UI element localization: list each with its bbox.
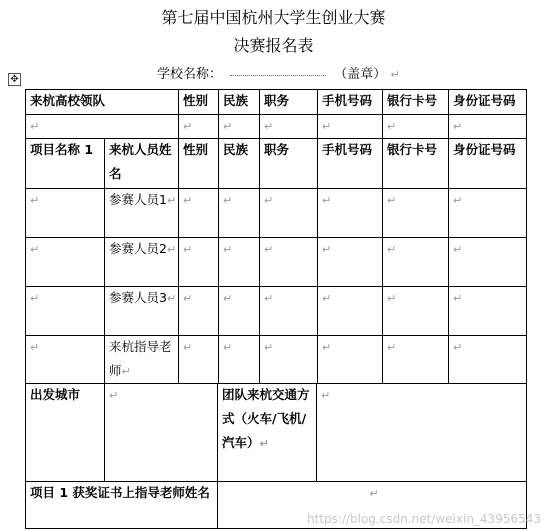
empty-cell[interactable] — [317, 286, 382, 335]
empty-cell[interactable] — [259, 286, 317, 335]
school-name-field[interactable] — [230, 75, 326, 76]
paragraph-mark: ↵ — [183, 341, 193, 354]
paragraph-mark: ↵ — [223, 341, 233, 354]
paragraph-mark: ↵ — [30, 243, 40, 256]
empty-cell[interactable] — [25, 335, 104, 383]
header-cell[interactable] — [317, 89, 382, 114]
paragraph-mark: ↵ — [322, 120, 332, 133]
table-move-handle-icon[interactable]: ✥ — [8, 73, 21, 86]
member-label-cell[interactable] — [104, 286, 178, 335]
cell-text: 团队来杭交通方式（火车/飞机/汽车） — [222, 387, 310, 450]
paragraph-mark: ↵ — [223, 243, 233, 256]
paragraph-mark: ↵ — [387, 341, 397, 354]
header-cell[interactable] — [448, 89, 526, 114]
empty-cell[interactable] — [259, 188, 317, 237]
cell-text: 手机号码 — [322, 93, 373, 108]
empty-cell[interactable] — [218, 237, 259, 286]
paragraph-mark: ↵ — [322, 341, 332, 354]
empty-cell[interactable] — [218, 286, 259, 335]
member-label-cell[interactable] — [104, 188, 178, 237]
empty-cell[interactable] — [218, 335, 259, 383]
paragraph-mark: ↵ — [30, 120, 40, 133]
header-member-name[interactable] — [104, 138, 178, 188]
header-cell[interactable] — [178, 138, 218, 188]
header-cell[interactable] — [259, 138, 317, 188]
transport-label[interactable] — [217, 383, 316, 481]
paragraph-mark: ↵ — [387, 243, 397, 256]
empty-cell[interactable] — [382, 237, 448, 286]
cell-text: 参赛人员1 — [109, 192, 167, 207]
award-teacher-label[interactable] — [25, 481, 217, 528]
paragraph-mark: ↵ — [453, 341, 463, 354]
empty-cell[interactable] — [178, 114, 218, 138]
empty-cell[interactable] — [317, 188, 382, 237]
paragraph-mark: ↵ — [166, 243, 177, 256]
header-cell[interactable] — [382, 89, 448, 114]
cell-text: 民族 — [223, 93, 249, 108]
header-cell[interactable] — [317, 138, 382, 188]
cell-text: 来杭指导老师 — [109, 339, 172, 378]
departure-city-field[interactable] — [104, 383, 217, 481]
cell-text: 来杭高校领队 — [30, 93, 106, 108]
empty-cell[interactable] — [218, 188, 259, 237]
empty-cell[interactable] — [259, 114, 317, 138]
paragraph-mark: ↵ — [166, 292, 177, 305]
header-cell[interactable] — [218, 89, 259, 114]
paragraph-mark: ↵ — [121, 365, 131, 378]
cell-text: 项目名称 1 — [30, 142, 94, 157]
header-cell[interactable] — [382, 138, 448, 188]
empty-cell[interactable] — [448, 114, 526, 138]
empty-cell[interactable] — [25, 286, 104, 335]
paragraph-mark: ↵ — [30, 194, 40, 207]
document-title: 第七届中国杭州大学生创业大赛 — [161, 8, 386, 27]
paragraph-mark: ↵ — [223, 194, 233, 207]
empty-cell[interactable] — [448, 335, 526, 383]
empty-cell[interactable] — [25, 114, 178, 138]
empty-cell[interactable] — [178, 335, 218, 383]
paragraph-mark: ↵ — [322, 292, 332, 305]
empty-cell[interactable] — [317, 237, 382, 286]
school-name-line — [157, 66, 400, 84]
paragraph-mark: ↵ — [453, 292, 463, 305]
empty-cell[interactable] — [25, 237, 104, 286]
header-project-name[interactable] — [25, 138, 104, 188]
document-subtitle: 决赛报名表 — [233, 36, 314, 55]
header-cell[interactable] — [218, 138, 259, 188]
paragraph-mark: ↵ — [183, 194, 193, 207]
empty-cell[interactable] — [382, 286, 448, 335]
header-cell[interactable] — [259, 89, 317, 114]
departure-city-label[interactable] — [25, 383, 104, 481]
seal-note: （盖章） — [334, 67, 387, 82]
cell-text: 来杭人员姓名 — [109, 142, 172, 181]
cell-text: 参赛人员2 — [109, 241, 167, 256]
paragraph-mark: ↵ — [453, 120, 463, 133]
paragraph-mark: ↵ — [30, 292, 40, 305]
cell-text: 职务 — [264, 142, 290, 157]
empty-cell[interactable] — [382, 335, 448, 383]
empty-cell[interactable] — [448, 286, 526, 335]
paragraph-mark: ↵ — [387, 194, 397, 207]
empty-cell[interactable] — [178, 188, 218, 237]
paragraph-mark: ↵ — [387, 120, 397, 133]
empty-cell[interactable] — [448, 237, 526, 286]
empty-cell[interactable] — [259, 335, 317, 383]
paragraph-mark: ↵ — [223, 292, 233, 305]
paragraph-mark: ↵ — [264, 120, 274, 133]
paragraph-mark: ↵ — [390, 68, 400, 81]
paragraph-mark: ↵ — [369, 487, 379, 500]
cell-text: 民族 — [223, 142, 249, 157]
paragraph-mark: ↵ — [183, 292, 193, 305]
paragraph-mark: ↵ — [30, 341, 40, 354]
cell-text: 银行卡号 — [387, 142, 438, 157]
empty-cell[interactable] — [259, 237, 317, 286]
member-label-cell[interactable] — [104, 237, 178, 286]
paragraph-mark: ↵ — [322, 194, 332, 207]
transport-field[interactable] — [316, 383, 526, 481]
empty-cell[interactable] — [382, 114, 448, 138]
cell-text: 职务 — [264, 93, 290, 108]
header-cell[interactable] — [448, 138, 526, 188]
table-vline-right — [526, 89, 527, 528]
empty-cell[interactable] — [178, 237, 218, 286]
paragraph-mark: ↵ — [264, 243, 274, 256]
paragraph-mark: ↵ — [166, 194, 177, 207]
paragraph-mark: ↵ — [264, 194, 274, 207]
cell-text: 身份证号码 — [453, 142, 516, 157]
cell-text: 出发城市 — [30, 387, 81, 402]
cell-text: 手机号码 — [322, 142, 373, 157]
paragraph-mark: ↵ — [259, 437, 269, 450]
empty-cell[interactable] — [448, 188, 526, 237]
paragraph-mark: ↵ — [183, 120, 193, 133]
paragraph-mark: ↵ — [322, 243, 332, 256]
empty-cell[interactable] — [317, 335, 382, 383]
cell-text: 银行卡号 — [387, 93, 438, 108]
paragraph-mark: ↵ — [453, 243, 463, 256]
cell-text: 身份证号码 — [453, 93, 516, 108]
watermark: https://blog.csdn.net/weixin_43956543 — [306, 512, 541, 526]
header-leader[interactable] — [25, 89, 178, 114]
paragraph-mark: ↵ — [387, 292, 397, 305]
paragraph-mark: ↵ — [264, 292, 274, 305]
paragraph-mark: ↵ — [321, 389, 331, 402]
empty-cell[interactable] — [218, 114, 259, 138]
school-name-label: 学校名称： — [157, 67, 223, 82]
paragraph-mark: ↵ — [453, 194, 463, 207]
member-label-cell[interactable] — [104, 335, 178, 383]
empty-cell[interactable] — [25, 188, 104, 237]
empty-cell[interactable] — [317, 114, 382, 138]
empty-cell[interactable] — [178, 286, 218, 335]
cell-text: 项目 1 获奖证书上指导老师姓名 — [30, 485, 210, 500]
cell-text: 参赛人员3 — [109, 290, 167, 305]
paragraph-mark: ↵ — [223, 120, 233, 133]
paragraph-mark: ↵ — [183, 243, 193, 256]
header-cell[interactable] — [178, 89, 218, 114]
cell-text: 性别 — [183, 93, 209, 108]
paragraph-mark: ↵ — [264, 341, 274, 354]
table-hline — [25, 528, 527, 529]
empty-cell[interactable] — [382, 188, 448, 237]
cell-text: 性别 — [183, 142, 209, 157]
paragraph-mark: ↵ — [109, 389, 119, 402]
